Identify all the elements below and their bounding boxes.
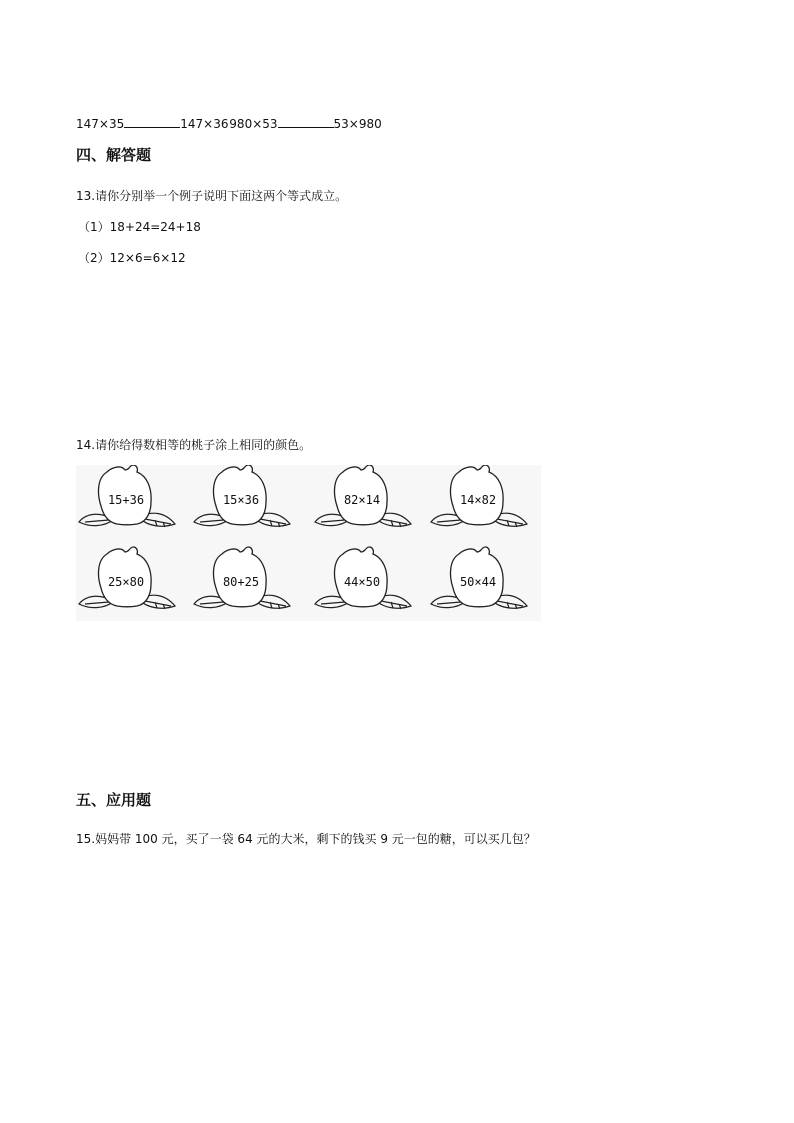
peach-label: 14×82 xyxy=(459,493,497,507)
comparison-line xyxy=(76,116,382,132)
peach-figure xyxy=(76,465,541,621)
peach-label: 44×50 xyxy=(343,575,381,589)
answer-blank-2[interactable] xyxy=(278,116,334,128)
peach-svg xyxy=(76,465,541,621)
compare-left-2: 980×53 xyxy=(229,117,278,131)
section-5-title: 五、应用题 xyxy=(76,791,152,809)
question-14: 14.请你给得数相等的桃子涂上相同的颜色。 xyxy=(76,438,312,452)
compare-left-1: 147×35 xyxy=(76,117,125,131)
peach-label: 15×36 xyxy=(222,493,260,507)
compare-right-1: 147×36 xyxy=(180,117,229,131)
peach-label: 50×44 xyxy=(459,575,497,589)
question-13-part-2: （2）12×6=6×12 xyxy=(78,251,186,265)
question-15: 15.妈妈带 100 元，买了一袋 64 元的大米，剩下的钱买 9 元一包的糖，可以买几包？ xyxy=(76,832,536,846)
peach-label: 15+36 xyxy=(107,493,145,507)
peach-label: 80+25 xyxy=(222,575,260,589)
answer-blank-1[interactable] xyxy=(124,116,180,128)
question-13-part-1: （1）18+24=24+18 xyxy=(78,220,201,234)
peach-label: 25×80 xyxy=(107,575,145,589)
compare-right-2: 53×980 xyxy=(333,117,382,131)
question-13: 13.请你分别举一个例子说明下面这两个等式成立。 xyxy=(76,189,348,203)
section-4-title: 四、解答题 xyxy=(76,146,152,164)
peach-label: 82×14 xyxy=(343,493,381,507)
